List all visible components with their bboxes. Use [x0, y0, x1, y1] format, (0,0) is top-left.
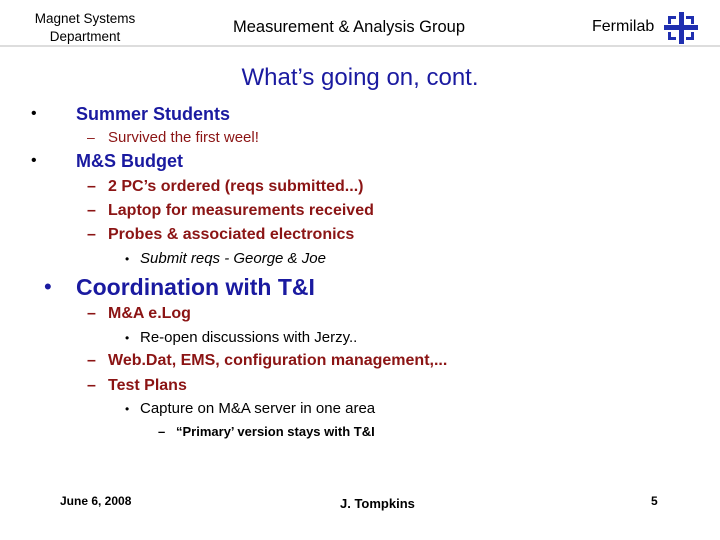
bullet-marker: •: [44, 274, 52, 299]
bullet-summer-students: Summer Students: [76, 104, 231, 124]
bullet-marker: •: [31, 105, 37, 122]
sub-marker: –: [87, 377, 96, 394]
sub-marker: –: [87, 202, 96, 219]
header-divider: [0, 45, 720, 47]
sub-pcs-ordered: 2 PC’s ordered (reqs submitted...): [108, 178, 364, 195]
footer-date: June 6, 2008: [60, 494, 132, 508]
fermilab-logo-icon: [664, 12, 698, 44]
sub-marker: –: [87, 129, 95, 145]
lab-label: Fermilab: [592, 18, 655, 35]
sub-marker: –: [87, 305, 96, 322]
sub-sub-sub-marker: –: [158, 424, 166, 439]
sub-marker: –: [87, 226, 96, 243]
sub-webdat: Web.Dat, EMS, configuration management,...: [108, 352, 448, 369]
sub-sub-marker: •: [125, 402, 130, 416]
sub-reopen: Re-open discussions with Jerzy..: [140, 329, 358, 346]
bullet-coordination: Coordination with T&I: [76, 274, 315, 300]
sub-marker: –: [87, 178, 96, 195]
sub-elog: M&A e.Log: [108, 305, 191, 322]
sub-probes: Probes & associated electronics: [108, 226, 355, 243]
sub-sub-marker: •: [125, 252, 130, 266]
footer-author: J. Tompkins: [340, 496, 415, 511]
department-label: [20, 10, 150, 46]
department-line-2: Department: [49, 29, 121, 44]
page-number: 5: [651, 494, 658, 508]
sub-test-plans: Test Plans: [108, 377, 187, 394]
sub-sub-marker: •: [125, 331, 130, 345]
sub-marker: –: [87, 352, 96, 369]
sub-survived: Survived the first weel!: [108, 129, 259, 146]
bullet-marker: •: [31, 152, 37, 169]
sub-primary-version: “Primary’ version stays with T&I: [176, 424, 375, 439]
bullet-ms-budget: M&S Budget: [76, 151, 183, 171]
sub-submit-reqs: Submit reqs - George & Joe: [140, 250, 326, 267]
slide-title: What’s going on, cont.: [241, 64, 479, 91]
sub-laptop: Laptop for measurements received: [108, 202, 374, 219]
department-line-1: Magnet Systems: [34, 11, 136, 26]
sub-capture: Capture on M&A server in one area: [140, 400, 376, 417]
group-label: Measurement & Analysis Group: [233, 18, 466, 36]
